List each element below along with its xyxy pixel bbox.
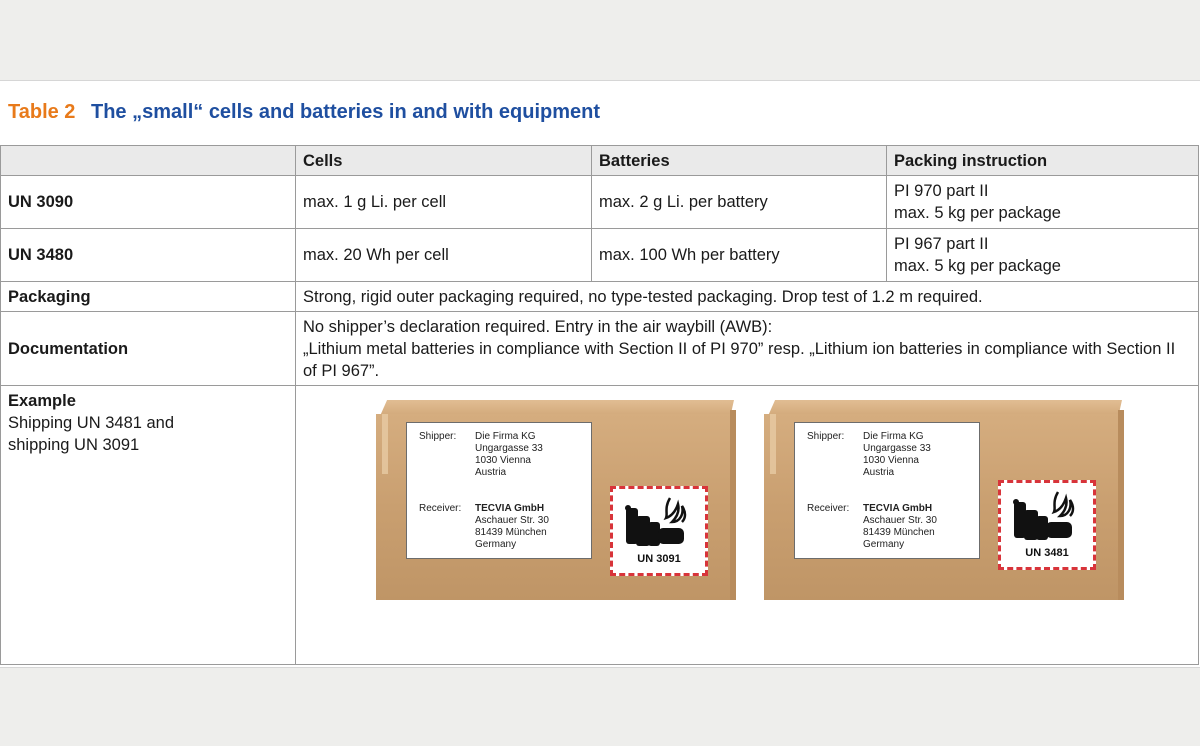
- table-row-un3480: [1, 229, 1199, 282]
- example-label-cell: [1, 386, 296, 665]
- cell-documentation-text: [296, 312, 1199, 386]
- shipper-line: Ungargasse 33: [863, 443, 931, 454]
- table-sheet: [0, 80, 1200, 668]
- table-caption: The „small“ cells and batteries in and with equipment: [91, 101, 600, 123]
- box-edge: [1118, 410, 1124, 600]
- address-label: [794, 422, 980, 559]
- documentation-line-2: „Lithium metal batteries in compliance with Section II of PI 970” resp. „Lithium ion batteries in compliance with Section II of PI 967”.: [303, 339, 1176, 380]
- box-edge: [730, 410, 736, 600]
- box-tape: [382, 414, 388, 474]
- table-number: Table 2: [8, 101, 76, 123]
- receiver-line: Aschauer Str. 30: [475, 515, 549, 526]
- hazard-label: [998, 480, 1096, 570]
- shipper-line: Ungargasse 33: [475, 443, 543, 454]
- example-line-1: Shipping UN 3481 and: [8, 414, 175, 432]
- box-tape: [770, 414, 776, 474]
- receiver-line: Germany: [863, 539, 905, 550]
- packing-line-1: PI 970 part II: [894, 182, 989, 200]
- shipper-line: Die Firma KG: [475, 431, 536, 442]
- row-label-un3480: UN 3480: [1, 229, 296, 282]
- address-label: [406, 422, 592, 559]
- hazard-un-number: UN 3091: [637, 553, 681, 565]
- packing-line-2: max. 5 kg per package: [894, 204, 1061, 222]
- lithium-battery-table: [0, 145, 1199, 665]
- packing-line-2: max. 5 kg per package: [894, 257, 1061, 275]
- cell-un3090-packing: [887, 176, 1199, 229]
- header-packing-instruction: Packing instruction: [887, 146, 1199, 176]
- cell-un3480-packing: [887, 229, 1199, 282]
- header-empty: [1, 146, 296, 176]
- row-label-example: Example: [8, 392, 76, 410]
- shipper-line: 1030 Vienna: [863, 455, 919, 466]
- receiver-line: TECVIA GmbH: [475, 503, 545, 514]
- row-label-packaging: Packaging: [1, 282, 296, 312]
- lithium-battery-hazard-icon: [624, 494, 694, 556]
- cell-un3480-cells: max. 20 Wh per cell: [296, 229, 592, 282]
- table-row-packaging: [1, 282, 1199, 312]
- table-row-example: [1, 386, 1199, 665]
- receiver-line: Germany: [475, 539, 517, 550]
- receiver-line: 81439 München: [475, 527, 547, 538]
- shipper-key: Shipper:: [807, 431, 845, 442]
- receiver-line: Aschauer Str. 30: [863, 515, 937, 526]
- shipper-line: Austria: [475, 467, 507, 478]
- table-title: [8, 101, 600, 124]
- shipper-key: Shipper:: [419, 431, 457, 442]
- cell-un3090-cells: max. 1 g Li. per cell: [296, 176, 592, 229]
- example-line-2: shipping UN 3091: [8, 436, 140, 454]
- hazard-label: [610, 486, 708, 576]
- header-cells: Cells: [296, 146, 592, 176]
- packing-line-1: PI 967 part II: [894, 235, 989, 253]
- header-batteries: Batteries: [592, 146, 887, 176]
- receiver-line: 81439 München: [863, 527, 935, 538]
- table-row-documentation: [1, 312, 1199, 386]
- receiver-key: Receiver:: [419, 503, 462, 514]
- shipper-line: 1030 Vienna: [475, 455, 531, 466]
- cell-packaging-text: Strong, rigid outer packaging required, no type-tested packaging. Drop test of 1.2 m required.: [296, 282, 1199, 312]
- table-row-un3090: [1, 176, 1199, 229]
- receiver-line: TECVIA GmbH: [863, 503, 933, 514]
- header-row: [1, 146, 1199, 176]
- example-images-cell: [296, 386, 1199, 665]
- receiver-key: Receiver:: [807, 503, 850, 514]
- row-label-documentation: Documentation: [1, 312, 296, 386]
- row-label-un3090: UN 3090: [1, 176, 296, 229]
- cell-un3480-batteries: max. 100 Wh per battery: [592, 229, 887, 282]
- cell-un3090-batteries: max. 2 g Li. per battery: [592, 176, 887, 229]
- shipper-line: Die Firma KG: [863, 431, 924, 442]
- lithium-battery-hazard-icon: [1012, 488, 1082, 550]
- shipper-line: Austria: [863, 467, 895, 478]
- hazard-un-number: UN 3481: [1025, 547, 1069, 559]
- documentation-line-1: No shipper’s declaration required. Entry in the air waybill (AWB):: [303, 317, 773, 336]
